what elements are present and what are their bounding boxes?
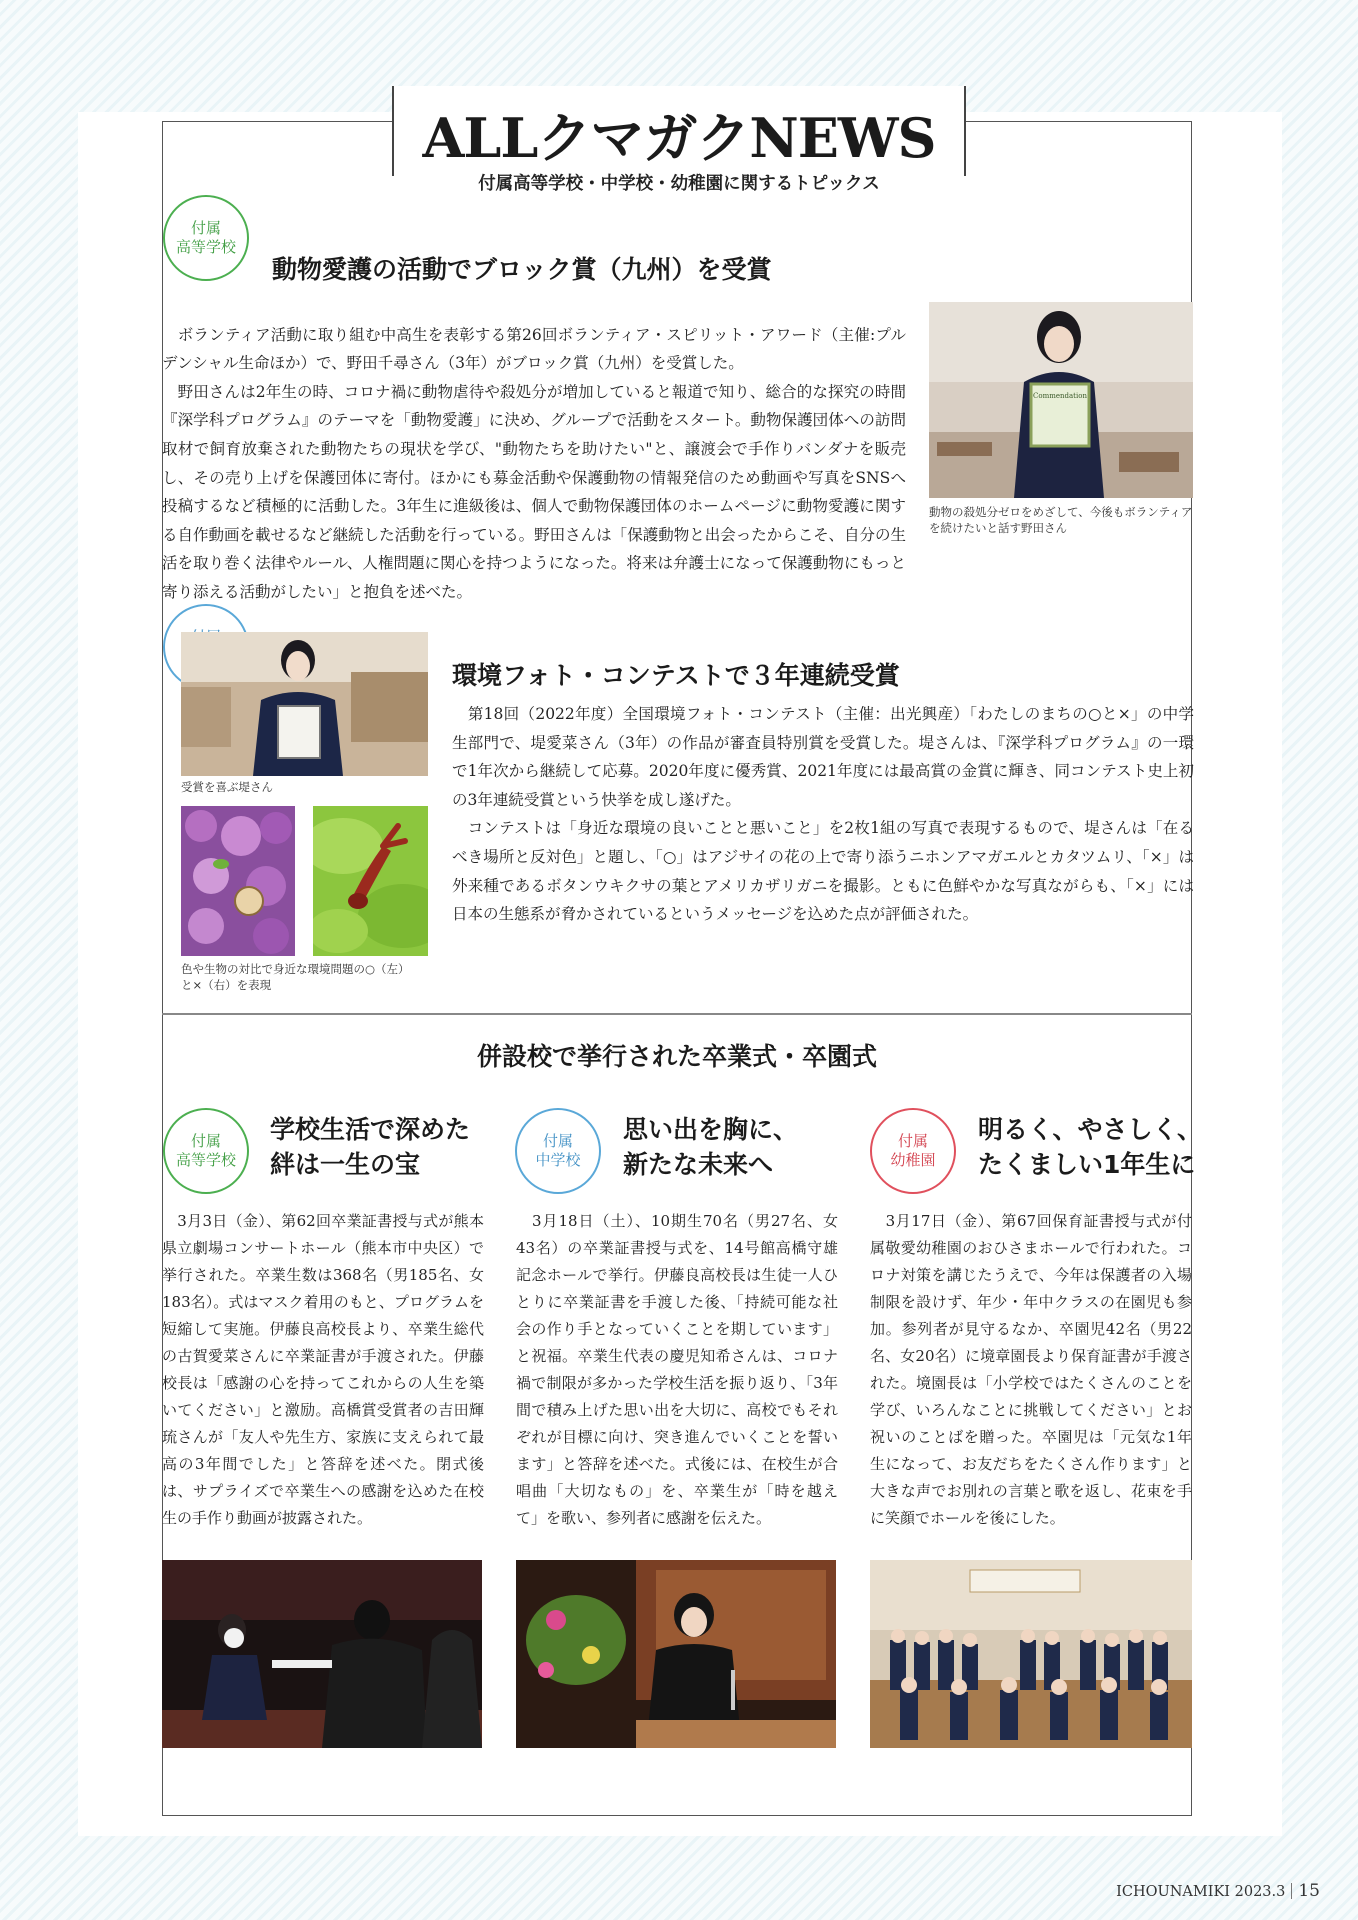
column2-body: 3月18日（土）、10期生70名（男27名、女43名）の卒業証書授与式を、14号館高橋守雄記念ホールで挙行。伊藤良高校長は生徒一人ひとりに卒業証書を手渡した後、「持続可能な社会の作り手となっていくことを期しています」と祝福。卒業生代表の慶児知希さんは、コロナ禍で制限が多かった学校生活を振り返り、「3年間で積み上げた思い出を大切に、高校でもそれぞれが目標に向け、突き進んでいくことを誓います」と答辞を述べた。式後には、在校生が合唱曲「大切なもの」を、卒業生が「時を越えて」を歌い、参列者に感謝を伝えた。 — [516, 1212, 838, 1527]
section-divider — [162, 1013, 1192, 1015]
page-subtitle: 付属高等学校・中学校・幼稚園に関するトピックス — [478, 174, 880, 194]
certificate-heading: Commendation — [1033, 392, 1087, 400]
column1-title — [270, 1112, 470, 1182]
badge-line-1: 付属 — [542, 1131, 573, 1150]
article2-caption-bottom: 色や生物の対比で身近な環境問題の○（左）と×（右）を表現 — [181, 962, 410, 992]
column3-title — [978, 1112, 1202, 1182]
column1-title-line1: 学校生活で深めた — [270, 1115, 471, 1144]
column2-title-line1: 思い出を胸に、 — [623, 1115, 799, 1144]
badge-line-2: 高等学校 — [175, 238, 236, 256]
article2-body: 第18回（2022年度）全国環境フォト・コンテスト（主催：出光興産）「わたしのまちの○と×」の中学生部門で、堤愛菜さん（3年）の作品が審査員特別賞を受賞した。堤さんは、『深学科プログラム』の一環で1年次から継続して応募。2020年度に優秀賞、2021年度には最高賞の金賞に輝き、同コンテスト史上初の3年連続受賞という快挙を成し遂げた。 コンテストは「身近な環境の良いことと悪いこと」を2枚1組の写真で表現するもので、堤さんは「在るべき場所と反対色」と題し、「○」はアジサイの花の上で寄り添うニホンアマガエルとカタツムリ、「×」は外来種であるボタンウキクサの葉とアメリカザリガニを撮影。ともに色鮮やかな写真ながらも、「×」には日本の生態系が脅かされているというメッセージを込めた点が評価された。 — [452, 705, 1194, 924]
column1-body: 3月3日（金）、第62回卒業証書授与式が熊本県立劇場コンサートホール（熊本市中央区）で挙行された。卒業生数は368名（男185名、女183名）。式はマスク着用のもと、プログラムを短縮して実施。伊藤良高校長より、卒業生総代の古賀愛菜さんに卒業証書が手渡された。伊藤校長は「感謝の心を持ってこれからの人生を築いてください」と激励。高橋賞受賞者の吉田輝琉さんが「友人や先生方、家族に支えられて最高の3年間でした」と答辞を述べた。閉式後は、サプライズで卒業生への感謝を込めた在校生の手作り動画が披露された。 — [162, 1212, 484, 1527]
badge-kindergarten — [870, 1108, 956, 1194]
column3-body: 3月17日（金）、第67回保育証書授与式が付属敬愛幼稚園のおひさまホールで行われた。コロナ対策を講じたうえで、今年は保護者の入場制限を設けず、年少・年中クラスの在園児も参加。参列者が見守るなか、卒園児42名（男22名、女20名）に境章園長より保育証書が手渡された。境園長は「小学校ではたくさんのことを学び、いろんなことに挑戦してください」とお祝いのことばを贈った。卒園児は「元気な1年生になって、お友だちをたくさん作ります」と大きな声でお別れの言葉と歌を返し、花束を手に笑顔でホールを後にした。 — [870, 1212, 1192, 1527]
photo-kindergarten-ceremony — [870, 1560, 1192, 1748]
badge-line-1: 付属 — [897, 1131, 928, 1150]
photo-high-school-ceremony — [162, 1560, 482, 1748]
article1-body: ボランティア活動に取り組む中高生を表彰する第26回ボランティア・スピリット・アワード（主催:プルデンシャル生命ほか）で、野田千尋さん（3年）がブロック賞（九州）を受賞した。 野田さんは2年生の時、コロナ禍に動物虐待や殺処分が増加していると報道で知り、総合的な探究の時間『深学科プログラム』のテーマを「動物愛護」に決め、グループで活動をスタート。動物保護団体への訪問取材で飼育放棄された動物たちの現状を学び、"動物たちを助けたい"と、譲渡会で手作りバンダナを販売し、その売り上げを保護団体に寄付。ほかにも募金活動や保護動物の情報発信のため動画や写真をSNSへ投稿するなど積極的に活動した。3年生に進級後は、個人で動物保護団体のホームページに動物愛護に関する自作動画を載せるなど継続した活動を行っている。野田さんは「保護動物と出会ったからこそ、自分の生活を取り巻く法律やルール、人権問題に関心を持つようになった。将来は弁護士になって保護動物にもっと寄り添える活動がしたい」と抱負を述べた。 — [162, 325, 906, 601]
photo-tsutsumi — [181, 632, 428, 776]
column2-title-line2: 新たな未来へ — [623, 1150, 774, 1179]
photo-hydrangea-frog — [181, 806, 295, 956]
magazine-name: ICHOUNAMIKI 2023.3 — [1116, 1884, 1286, 1900]
photo-junior-high-ceremony — [516, 1560, 836, 1748]
column3-title-line2: たくましい1年生に — [978, 1150, 1196, 1179]
page-number: 15 — [1298, 1881, 1320, 1901]
badge-line-2: 中学校 — [535, 1151, 581, 1169]
page-title: ALLクマガクNEWS — [422, 106, 936, 170]
photo-crayfish-leaf — [313, 806, 428, 956]
badge-line-1: 付属 — [190, 218, 221, 237]
article1-title: 動物愛護の活動でブロック賞（九州）を受賞 — [272, 255, 772, 284]
page-footer — [1116, 1881, 1320, 1901]
column3-title-line1: 明るく、やさしく、 — [978, 1115, 1203, 1144]
photo-noda — [929, 302, 1193, 498]
badge-high-school — [163, 1108, 249, 1194]
badge-junior-high — [515, 1108, 601, 1194]
badge-line-1: 付属 — [190, 1131, 221, 1150]
article1-body-top — [162, 292, 906, 607]
article1-caption: 動物の殺処分ゼロをめざして、今後もボランティアを続けたいと話す野田さん — [929, 505, 1193, 535]
badge-line-2: 高等学校 — [175, 1151, 236, 1169]
article2-caption-top: 受賞を喜ぶ堤さん — [181, 780, 273, 794]
footer-separator — [1291, 1883, 1292, 1899]
graduation-section-title: 併設校で挙行された卒業式・卒園式 — [476, 1042, 877, 1071]
badge-high-school — [163, 195, 249, 281]
badge-line-2: 幼稚園 — [890, 1151, 936, 1169]
column2-title — [623, 1112, 798, 1182]
article2-title: 環境フォト・コンテストで３年連続受賞 — [452, 661, 900, 690]
column1-title-line2: 絆は一生の宝 — [270, 1150, 421, 1179]
